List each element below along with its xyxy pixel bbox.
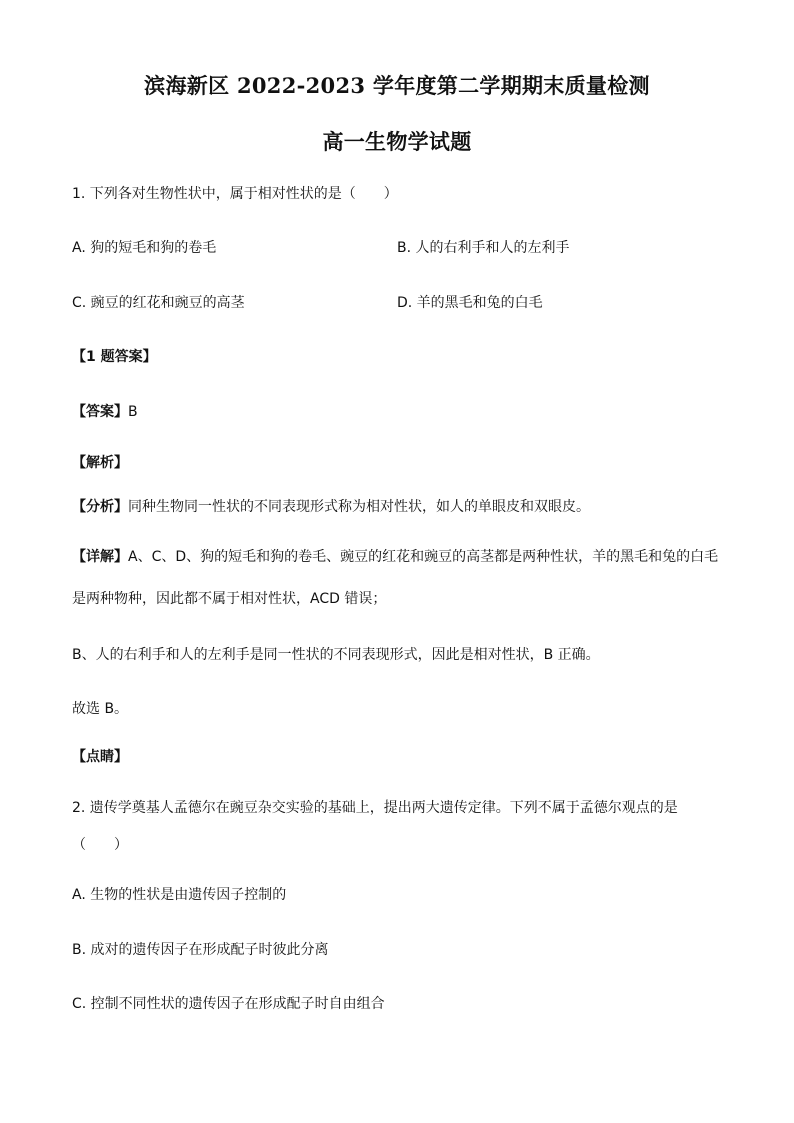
- detail-paragraph-line-2: 是两种物种，因此都不属于相对性状，ACD 错误；: [72, 591, 387, 607]
- question-1-option-d: D. 羊的黑毛和兔的白毛: [397, 295, 543, 311]
- document-title: 滨海新区 2022-2023 学年度第二学期期末质量检测: [144, 73, 650, 98]
- question-1-option-b: B. 人的右利手和人的左利手: [397, 240, 570, 256]
- fenxi-paragraph: [72, 496, 590, 516]
- answer-value: B: [128, 404, 138, 420]
- question-2-stem-line-1: 2. 遗传学奠基人孟德尔在豌豆杂交实验的基础上，提出两大遗传定律。下列不属于孟德尔观点的是: [72, 800, 678, 816]
- question-1-answer-header: 【1 题答案】: [72, 349, 157, 365]
- detail-paragraph-line-4: 故选 B。: [72, 701, 129, 717]
- question-2-option-a: A. 生物的性状是由遗传因子控制的: [72, 887, 287, 903]
- question-1-option-c: C. 豌豆的红花和豌豆的高茎: [72, 295, 245, 311]
- question-1-stem: 1. 下列各对生物性状中，属于相对性状的是（ ）: [72, 186, 398, 202]
- fenxi-text: 同种生物同一性状的不同表现形式称为相对性状，如人的单眼皮和双眼皮。: [128, 499, 590, 515]
- detail-text-1: A、C、D、狗的短毛和狗的卷毛、豌豆的红花和豌豆的高茎都是两种性状，羊的黑毛和兔的白毛: [128, 549, 719, 565]
- document-subtitle: 高一生物学试题: [322, 129, 472, 154]
- analysis-header: 【解析】: [72, 455, 128, 471]
- question-2-option-c: C. 控制不同性状的遗传因子在形成配子时自由组合: [72, 996, 385, 1012]
- detail-paragraph-line-1: [72, 546, 718, 566]
- detail-label: 【详解】: [72, 549, 128, 565]
- question-2-stem-line-2: （ ）: [72, 837, 128, 853]
- question-2-option-b: B. 成对的遗传因子在形成配子时彼此分离: [72, 942, 329, 958]
- detail-paragraph-line-3: B、人的右利手和人的左利手是同一性状的不同表现形式，因此是相对性状，B 正确。: [72, 647, 600, 663]
- question-1-answer: [72, 401, 138, 421]
- dianjing-header: 【点睛】: [72, 749, 128, 765]
- answer-label: 【答案】: [72, 404, 128, 420]
- question-1-option-a: A. 狗的短毛和狗的卷毛: [72, 240, 217, 256]
- fenxi-label: 【分析】: [72, 499, 128, 515]
